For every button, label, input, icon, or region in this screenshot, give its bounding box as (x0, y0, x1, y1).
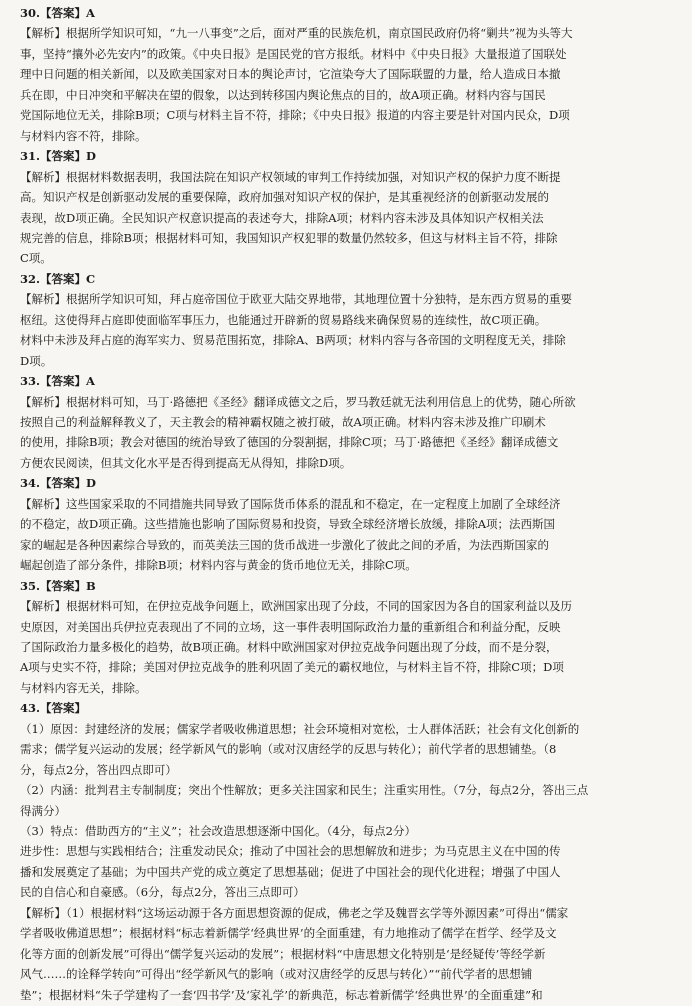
answer-text-line: 民的自信心和自豪感。（6分，每点2分，答出三点即可） (20, 885, 305, 900)
answer-heading: 32.【答案】C (20, 271, 96, 286)
answer-text-line: 高。知识产权是创新驱动发展的重要保障，政府加强对知识产权的保护，是其重视经济的创新驱动发展的 (20, 190, 549, 205)
answer-heading: 30.【答案】A (20, 6, 95, 20)
answer-text-line: 【解析】根据所学知识可知，“九一八事变”之后，面对严重的民族危机，南京国民政府仍将“剿共”视为头等大 (20, 26, 573, 41)
answer-text-line: 党国际地位无关，排除B项；C项与材料主旨不符，排除；《中央日报》报道的内容主要是针对国内民众，D项 (20, 108, 570, 123)
answer-text-line: 分，每点2分，答出四点即可） (20, 762, 177, 777)
answer-text-line: 的使用，排除B项；教会对德国的统治导致了德国的分裂割据，排除C项；马丁·路德把《圣经》翻译成德文 (20, 435, 559, 450)
answer-text-line: 枢纽。这使得拜占庭即使面临军事压力，也能通过开辟新的贸易路线来确保贸易的连续性，故C项正确。 (20, 312, 547, 327)
answer-text-line: 进步性：思想与实践相结合；注重发动民众；推动了中国社会的思想解放和进步；为马克思主义在中国的传 (20, 844, 561, 859)
answer-text-line: 垫”；根据材料“朱子学建构了一套‘四书学’及‘家礼学’的新典范，标志着新儒学‘经典世界’的全面重建”和 (20, 987, 543, 1002)
answer-text-line: 事，坚持“攘外必先安内”的政策。《中央日报》是国民党的官方报纸。材料中《中央日报》大量报道了国联处 (20, 46, 567, 61)
answer-text-line: 【解析】根据材料可知，在伊拉克战争问题上，欧洲国家出现了分歧，不同的国家因为各自的国家利益以及历 (20, 599, 572, 614)
answer-text-line: 崛起创造了部分条件，排除B项；材料内容与黄金的货币地位无关，排除C项。 (20, 558, 417, 573)
answer-text-line: 【解析】这些国家采取的不同措施共同导致了国际货币体系的混乱和不稳定，在一定程度上加剧了全球经济 (20, 496, 561, 511)
answer-text-line: 【解析】根据材料可知，马丁·路德把《圣经》翻译成德文之后，罗马教廷就无法利用信息上的优势，随心所欲 (20, 394, 576, 409)
answer-text-line: 与材料内容无关，排除。 (20, 680, 147, 695)
answer-text-line: 规完善的信息，排除B项；根据材料可知，我国知识产权犯罪的数量仍然较多，但这与材料主旨不符，排除 (20, 230, 558, 245)
answer-text-line: （1）原因：封建经济的发展；儒家学者吸收佛道思想；社会环境相对宽松，士人群体活跃；社会有文化创新的 (20, 721, 580, 736)
answer-text-line: 学者吸收佛道思想”；根据材料“标志着新儒学‘经典世界’的全面重建，有力地推动了儒学在哲学、经学及文 (20, 926, 557, 941)
answer-text-line: 的不稳定，故D项正确。这些措施也影响了国际贸易和投资，导致全球经济增长放缓，排除A项；法西斯国 (20, 517, 556, 532)
answer-heading: 35.【答案】B (20, 578, 96, 593)
answer-heading: 33.【答案】A (20, 374, 95, 389)
answer-text-line: 播和发展奠定了基础；为中国共产党的成立奠定了思想基础；促进了中国社会的现代化进程；增强了中国人 (20, 864, 561, 879)
answer-heading: 31.【答案】D (20, 149, 96, 164)
answer-text-line: 化等方面的创新发展”可得出“儒学复兴运动的发展”；根据材料“中唐思想文化特别是‘是经疑传’等经学新 (20, 946, 546, 961)
answer-heading: 34.【答案】D (20, 476, 96, 491)
answer-text-line: 【解析】（1）根据材料“这场运动源于各方面思想资源的促成，佛老之学及魏晋玄学等外源因素”可得出“儒家 (20, 905, 569, 920)
answer-text-line: （3）特点：借助西方的“主义”；社会改造思想逐渐中国化。（4分，每点2分） (20, 824, 416, 838)
answer-heading: 43.【答案】 (20, 701, 87, 716)
answer-text-line: 风气……的诠释学转向”可得出“经学新风气的影响（或对汉唐经学的反思与转化）”“前代学者的思想铺 (20, 967, 533, 982)
answer-text-line: 材料中未涉及拜占庭的海军实力、贸易范围拓宽，排除A、B两项；材料内容与各帝国的文明程度无关，排除 (20, 333, 566, 348)
answer-text-line: 得满分） (20, 803, 66, 818)
answer-text-line: 与材料内容不符，排除。 (20, 128, 147, 143)
answer-text-line: 方便农民阅读，但其文化水平是否得到提高无从得知，排除D项。 (20, 455, 352, 470)
answer-text-line: D项。 (20, 353, 53, 368)
answer-text-line: 家的崛起是各种因素综合导致的，而英美法三国的货币战进一步激化了彼此之间的矛盾，为法西斯国家的 (20, 537, 549, 552)
answer-text-line: （2）内涵：批判君主专制制度；突出个性解放；更多关注国家和民生；注重实用性。（7分，每点2分，答出三点 (20, 783, 589, 798)
answer-text-line: 需求；儒学复兴运动的发展；经学新风气的影响（或对汉唐经学的反思与转化）；前代学者的思想铺垫。（8 (20, 742, 557, 757)
answer-text-line: 了国际政治力量多极化的趋势，故B项正确。材料中欧洲国家对伊拉克战争问题出现了分歧，而不是分裂， (20, 639, 558, 654)
answer-text-line: A项与史实不符，排除；美国对伊拉克战争的胜利巩固了美元的霸权地位，与材料主旨不符，排除C项；D项 (20, 660, 564, 675)
answer-text-line: 【解析】根据材料数据表明，我国法院在知识产权领域的审判工作持续加强，对知识产权的保护力度不断提 (20, 169, 561, 184)
answer-text-line: 史原因，对美国出兵伊拉克表现出了不同的立场，这一事件表明国际政治力量的重新组合和利益分配，反映 (20, 619, 561, 634)
answer-text-line: 【解析】根据所学知识可知，拜占庭帝国位于欧亚大陆交界地带，其地理位置十分独特，是东西方贸易的重要 (20, 292, 572, 307)
answer-text-line: 表现，故D项正确。全民知识产权意识提高的表述夸大，排除A项；材料内容未涉及具体知识产权相关法 (20, 210, 544, 225)
answer-text-line: 理中日问题的相关新闻，以及欧美国家对日本的舆论声讨，它渲染夸大了国际联盟的力量，给人造成日本撤 (20, 67, 561, 82)
answer-text-line: 兵在即，中日冲突和平解决在望的假象，以达到转移国内舆论焦点的目的，故A项正确。材料内容与国民 (20, 87, 546, 102)
answer-text-line: C项。 (20, 251, 52, 266)
answer-text-line: 按照自己的利益解释教义了，天主教会的精神霸权随之被打破，故A项正确。材料内容未涉及推广印刷术 (20, 415, 546, 429)
